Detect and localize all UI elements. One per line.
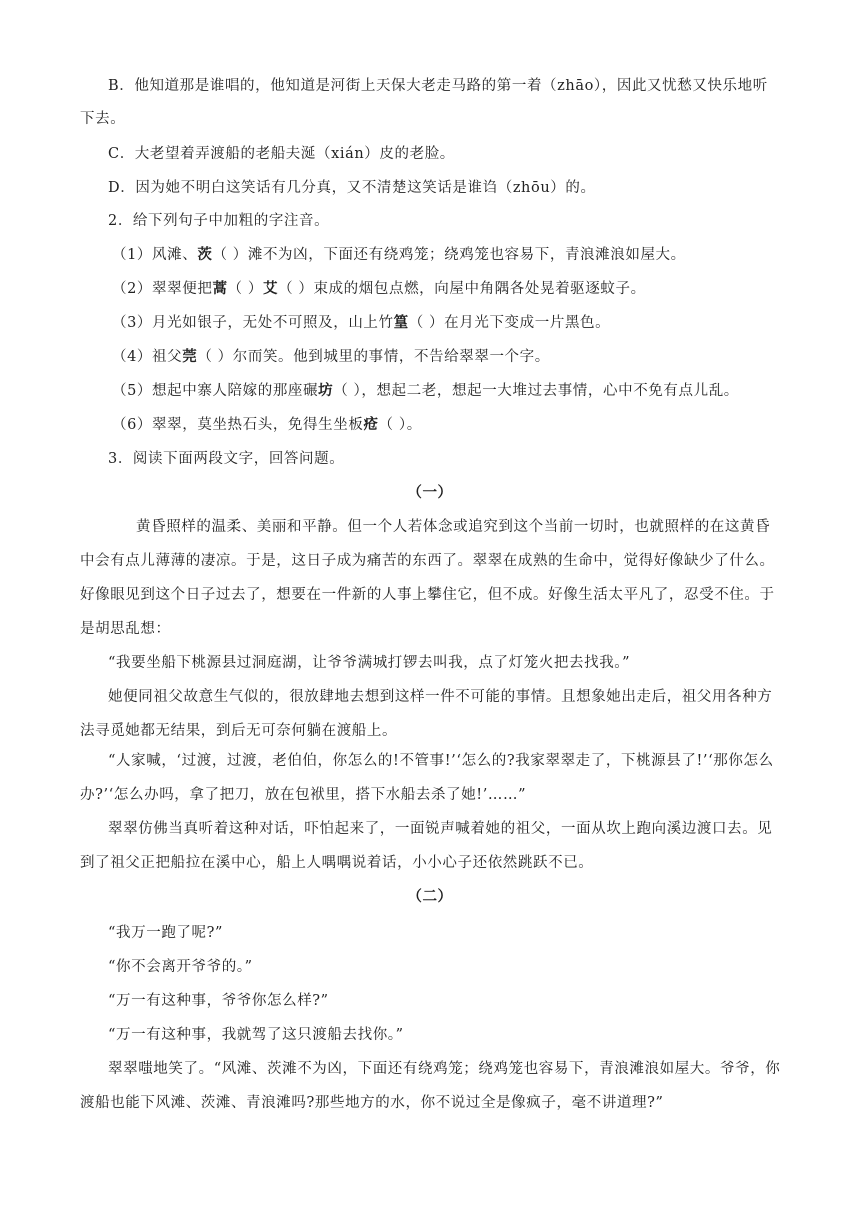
option-b: B．他知道那是谁唱的，他知道是河街上天保大老走马路的第一着（zhāo），因此又忧愁又快乐地听下去。 [80, 78, 768, 127]
section-2-paragraph: “万一有这种事，我就驾了这只渡船去找你。” [108, 1027, 404, 1043]
bold-char: 蒿 [212, 280, 228, 297]
q2-item-text: （4）祖父 [112, 349, 183, 365]
q2-item-4 [112, 340, 812, 374]
section-1-paragraph: 她便同祖父故意生气似的，很放肆地去想到这样一件不可能的事情。且想象她出走后，祖父用各种方法寻觅她都无结果，到后无可奈何躺在渡船上。 [80, 689, 773, 739]
q2-item-text: （ ），想起二老，想起一大堆过去事情，心中不免有点儿乱。 [333, 383, 739, 399]
section-1-paragraph: 翠翠仿佛当真听着这种对话，吓怕起来了，一面锐声喊着她的祖父，一面从坎上跑向溪边渡口去。见到了祖父正把船拉在溪中心，船上人喁喁说着话，小小心子还依然跳跃不已。 [80, 821, 773, 871]
q2-item-1 [112, 238, 812, 272]
q2-item-text: （1）风滩、 [112, 247, 198, 263]
bold-char: 莞 [182, 348, 198, 365]
q2-item-text: （ ）滩不为凶，下面还有绕鸡笼；绕鸡笼也容易下，青浪滩浪如屋大。 [212, 247, 686, 263]
q2-item-text: （ ）束成的烟包点燃，向屋中角隅各处晃着驱逐蚊子。 [278, 281, 646, 297]
option-c: C．大老望着弄渡船的老船夫涎（xián）皮的老脸。 [108, 146, 455, 162]
question-2-title: 2．给下列句子中加粗的字注音。 [108, 213, 330, 229]
q2-item-text: （ ）在月光下变成一片黑色。 [408, 315, 611, 331]
q2-item-2 [112, 272, 812, 306]
bold-char: 艾 [262, 280, 279, 297]
q2-item-text: （ ）尔而笑。他到城里的事情，不告给翠翠一个字。 [197, 349, 550, 365]
section-1-paragraph: “人家喊，‘过渡，过渡，老伯伯，你怎么的!不管事!’‘怎么的?我家翠翠走了，下桃源县了!’‘那你怎么办?’‘怎么办吗，拿了把刀，放在包袱里，搭下水船去杀了她!’……” [80, 753, 774, 803]
section-2-title: （二） [407, 888, 453, 905]
q2-item-text: （2）翠翠便把 [112, 281, 213, 297]
q2-item-3 [112, 306, 812, 340]
q2-item-text: （6）翠翠，莫坐热石头，免得生坐板 [112, 417, 364, 433]
q2-item-text: （5）想起中寨人陪嫁的那座碾 [112, 383, 319, 399]
section-2-paragraph: “万一有这种事，爷爷你怎么样?” [108, 993, 329, 1009]
question-3-title: 3．阅读下面两段文字，回答问题。 [108, 451, 345, 467]
q2-item-text: （ ）。 [378, 417, 422, 433]
q2-item-5 [112, 374, 812, 408]
bold-char: 疮 [363, 416, 379, 433]
section-2-paragraph: “你不会离开爷爷的。” [108, 959, 253, 975]
option-d: D．因为她不明白这笑话有几分真，又不清楚这笑话是谁诌（zhōu）的。 [108, 180, 596, 196]
q2-item-text: （3）月光如银子，无处不可照及，山上竹 [112, 315, 394, 331]
bold-char: 篁 [393, 314, 409, 331]
q2-item-text: （ ） [227, 281, 263, 297]
bold-char: 坊 [318, 382, 334, 399]
section-1-paragraph: “我要坐船下桃源县过洞庭湖，让爷爷满城打锣去叫我，点了灯笼火把去找我。” [108, 655, 631, 671]
section-2-paragraph: “我万一跑了呢?” [108, 925, 223, 941]
section-1-paragraph: 黄昏照样的温柔、美丽和平静。但一个人若体念或追究到这个当前一切时，也就照样的在这黄昏中会有点儿薄薄的凄凉。于是，这日子成为痛苦的东西了。翠翠在成熟的生命中，觉得好像缺少了什么。好像眼见到这个日子过去了，想要在一件新的人事上攀住它，但不成。好像生活太平凡了，忍受不住。于是胡思乱想： [80, 519, 775, 637]
section-1-title: （一） [407, 484, 453, 501]
bold-char: 茨 [197, 246, 213, 263]
q2-item-6 [112, 408, 812, 442]
section-2-paragraph: 翠翠嗤地笑了。“风滩、茨滩不为凶，下面还有绕鸡笼；绕鸡笼也容易下，青浪滩浪如屋大。爷爷，你渡船也能下风滩、茨滩、青浪滩吗?那些地方的水，你不说过全是像疯子，毫不讲道理?” [80, 1061, 781, 1111]
